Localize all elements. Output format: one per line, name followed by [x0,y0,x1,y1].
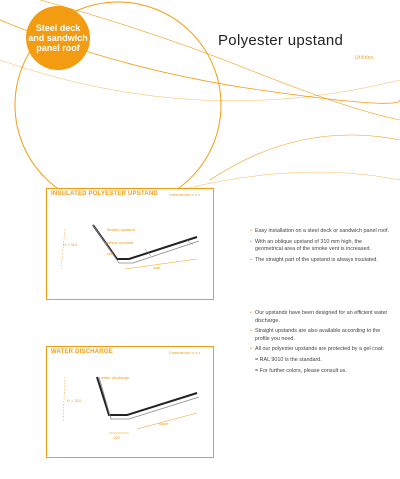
insulated-label-h: H = 310 [63,242,78,247]
sub-item-ral: = RAL 9010 is the standard. [255,356,322,363]
badge-line-3: panel roof [36,43,80,53]
bullet-dot: • [250,238,252,245]
water-label-discharge: water discharge [101,375,130,380]
panel-water-title: WATER DISCHARGE [51,349,113,355]
bullet-item: • All our polyester upstands are protected by a gel coat: [250,346,384,353]
bullet-item: • Easy installation on a steel deck or sandwich panel roof. [250,228,389,234]
insulated-label-slot: slot [107,251,114,256]
badge-line-2: and sandwich [28,33,88,43]
water-label-base: 100 [113,435,120,440]
water-discharge-diagram [47,347,213,457]
bullet-dot: • [250,328,252,335]
insulated-label-flexible: flexible upstand [107,227,135,232]
panel-insulated-title: INSULATED POLYESTER UPSTAND [51,191,158,197]
panel-insulated-dimensions: Dimensions: x x x [169,192,201,197]
bullet-dot: • [250,310,252,316]
insulated-label-width: slab [153,265,161,270]
page-subtitle: Utilities [355,55,374,61]
bullet-item: • With an oblique upstand of 310 mm high, the geometrical area of the smoke vent is increased. [250,238,371,253]
badge-line-1: Steel deck [35,23,81,33]
category-badge [26,6,90,70]
water-label-h: H = 310 [67,398,82,403]
features-text [250,228,390,267]
details-text [250,310,390,378]
bullet-item: • Our upstands have been designed for an efficient water discharge. [250,310,388,324]
insulated-upstand-diagram [47,189,213,299]
sub-item-colors: = For further colors, please consult us. [255,367,347,374]
page-title: Polyester upstand [218,32,344,49]
insulated-label-oblique: oblique upstand [105,240,134,245]
water-label-width: slope [159,421,169,426]
bullet-dot: • [250,256,252,263]
panel-water-dimensions: Dimensions: x x x [169,350,201,355]
panel-insulated-upstand [46,188,214,300]
bullet-item: • The straight part of the upstand is always insulated. [250,256,378,263]
panel-water-discharge [46,346,214,458]
bullet-item: • Straight upstands are also available according to the profile you need. [250,328,381,342]
bullet-dot: • [250,228,252,234]
bullet-dot: • [250,346,252,353]
